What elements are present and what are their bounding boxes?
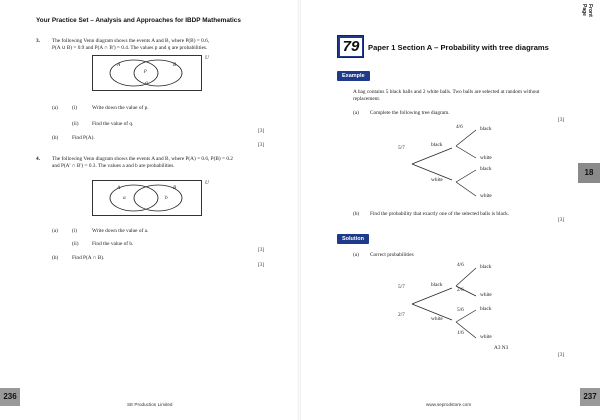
q4-text-line1: The following Venn diagram shows the events A and B, where P(A) = 0.6, P(B) = 0.2 (52, 156, 233, 162)
chapter-side-tab: 18 (578, 163, 600, 183)
tree2-prob-bw: 2/6 (457, 287, 464, 293)
q3-venn-universal: U (205, 55, 209, 61)
tree2-branch-black (412, 288, 452, 304)
q4-venn-a: a (123, 195, 126, 201)
book-spine (298, 0, 301, 420)
tree2-prob-black: 5/7 (398, 284, 405, 290)
tree2-branch-bb (456, 268, 476, 286)
q4-venn-diagram (92, 180, 202, 216)
q3-number: 3. (36, 38, 40, 44)
chapter-title: Paper 1 Section A – Probability with tree diagrams (368, 43, 549, 52)
solution-marks: [3] (558, 352, 565, 358)
example-part-a: (a) (353, 110, 359, 116)
tree1-prob-bb: 4/6 (456, 124, 463, 130)
example-text-line1: A bag contains 5 black balls and 2 white balls. Two balls are selected at random without (353, 89, 540, 95)
tree1-branch-ww (456, 182, 476, 196)
tree1-branch-bw (456, 146, 476, 158)
q3-part-a-i-text: Write down the value of p. (92, 105, 149, 111)
q3-venn-label-a: A (117, 62, 121, 68)
q4-part-a-marks: [3] (258, 247, 265, 253)
q3-part-a-marks: [3] (258, 128, 265, 134)
left-page-header: Your Practice Set – Analysis and Approaches for IBDP Mathematics (36, 17, 241, 24)
q4-number: 4. (36, 156, 40, 162)
right-footer: www.seprodstore.com (426, 402, 472, 407)
tree1-label-wb: black (480, 166, 492, 172)
tree2-prob-ww: 1/6 (457, 330, 464, 336)
front-page-label: Front Page (581, 4, 593, 17)
q3-part-b: (b) (52, 135, 59, 141)
tree1-label-black: black (431, 142, 443, 148)
tree-diagram-1 (400, 122, 510, 202)
q3-part-a-ii: (ii) (72, 121, 79, 127)
tree2-label-wb: black (480, 306, 492, 312)
tree2-prob-white: 2/7 (398, 312, 405, 318)
q3-part-b-text: Find P(A). (72, 135, 95, 141)
q3-part-a-i: (i) (72, 105, 77, 111)
tree1-label-white: white (431, 177, 443, 183)
solution-part-a: (a) (353, 252, 359, 258)
example-label: Example (337, 71, 370, 81)
tree1-branch-black (412, 148, 452, 164)
q4-part-a-ii-text: Find the value of b. (92, 241, 134, 247)
tree2-label-white: white (431, 316, 443, 322)
tree-diagram-2 (400, 262, 510, 344)
solution-awards: A3 N3 (494, 345, 509, 351)
q4-venn-svg (92, 180, 202, 216)
q4-venn-universal: U (205, 180, 209, 186)
q3-venn-diagram (92, 55, 202, 91)
right-page-number: 237 (580, 388, 600, 406)
example-part-b-marks: [3] (558, 217, 565, 223)
example-part-a-marks: [3] (558, 117, 565, 123)
q3-part-b-marks: [3] (258, 142, 265, 148)
q4-part-b: (b) (52, 255, 59, 261)
chapter-badge (337, 35, 364, 58)
tree2-prob-bb: 4/6 (457, 262, 464, 268)
tree2-label-bb: black (480, 264, 492, 270)
chapter-number: 79 (342, 38, 360, 55)
q4-venn-label-b: B (173, 185, 177, 191)
q3-part-a-ii-text: Find the value of q. (92, 121, 134, 127)
tree1-branch-wb (456, 170, 476, 182)
q4-part-a-i-text: Write down the value of a. (92, 228, 149, 234)
example-part-b: (b) (353, 211, 360, 217)
tree2-label-ww: white (480, 334, 492, 340)
tree2-prob-wb: 5/6 (457, 307, 464, 313)
tree2-label-bw: white (480, 292, 492, 298)
q4-text-line2: and P(A' ∩ B') = 0.3. The values a and b are probabilities. (52, 163, 175, 169)
left-footer: SE Production Limited (127, 402, 173, 407)
q4-venn-label-a: A (117, 185, 121, 191)
q4-part-b-text: Find P(A ∩ B). (72, 255, 105, 261)
tree1-label-ww: white (480, 193, 492, 199)
q4-part-a: (a) (52, 228, 58, 234)
q3-text-line1: The following Venn diagram shows the events A and B, where P(B) = 0.6, (52, 38, 210, 44)
q4-part-a-i: (i) (72, 228, 77, 234)
tree1-label-bw: white (480, 155, 492, 161)
tree2-label-black: black (431, 282, 443, 288)
q4-venn-b: b (165, 195, 168, 201)
example-part-a-text: Complete the following tree diagram. (370, 110, 450, 116)
tree1-prob-black: 5/7 (398, 145, 405, 151)
example-part-b-text: Find the probability that exactly one of the selected balls is black. (370, 211, 510, 217)
q3-venn-p: p (144, 68, 147, 74)
tree1-label-bb: black (480, 126, 492, 132)
solution-label: Solution (337, 234, 369, 244)
q3-venn-label-b: B (173, 62, 177, 68)
q3-venn-q: q (145, 80, 148, 86)
q3-text-line2: P(A ∪ B) = 0.9 and P(A ∩ B') = 0.4. The values p and q are probabilities. (52, 45, 208, 51)
q4-part-a-ii: (ii) (72, 241, 79, 247)
solution-part-a-text: Correct probabilities (370, 252, 414, 258)
example-text-line2: replacement. (353, 96, 381, 102)
tree1-branch-bb (456, 130, 476, 146)
q3-part-a: (a) (52, 105, 58, 111)
left-page-number: 236 (0, 388, 20, 406)
q4-part-b-marks: [3] (258, 262, 265, 268)
